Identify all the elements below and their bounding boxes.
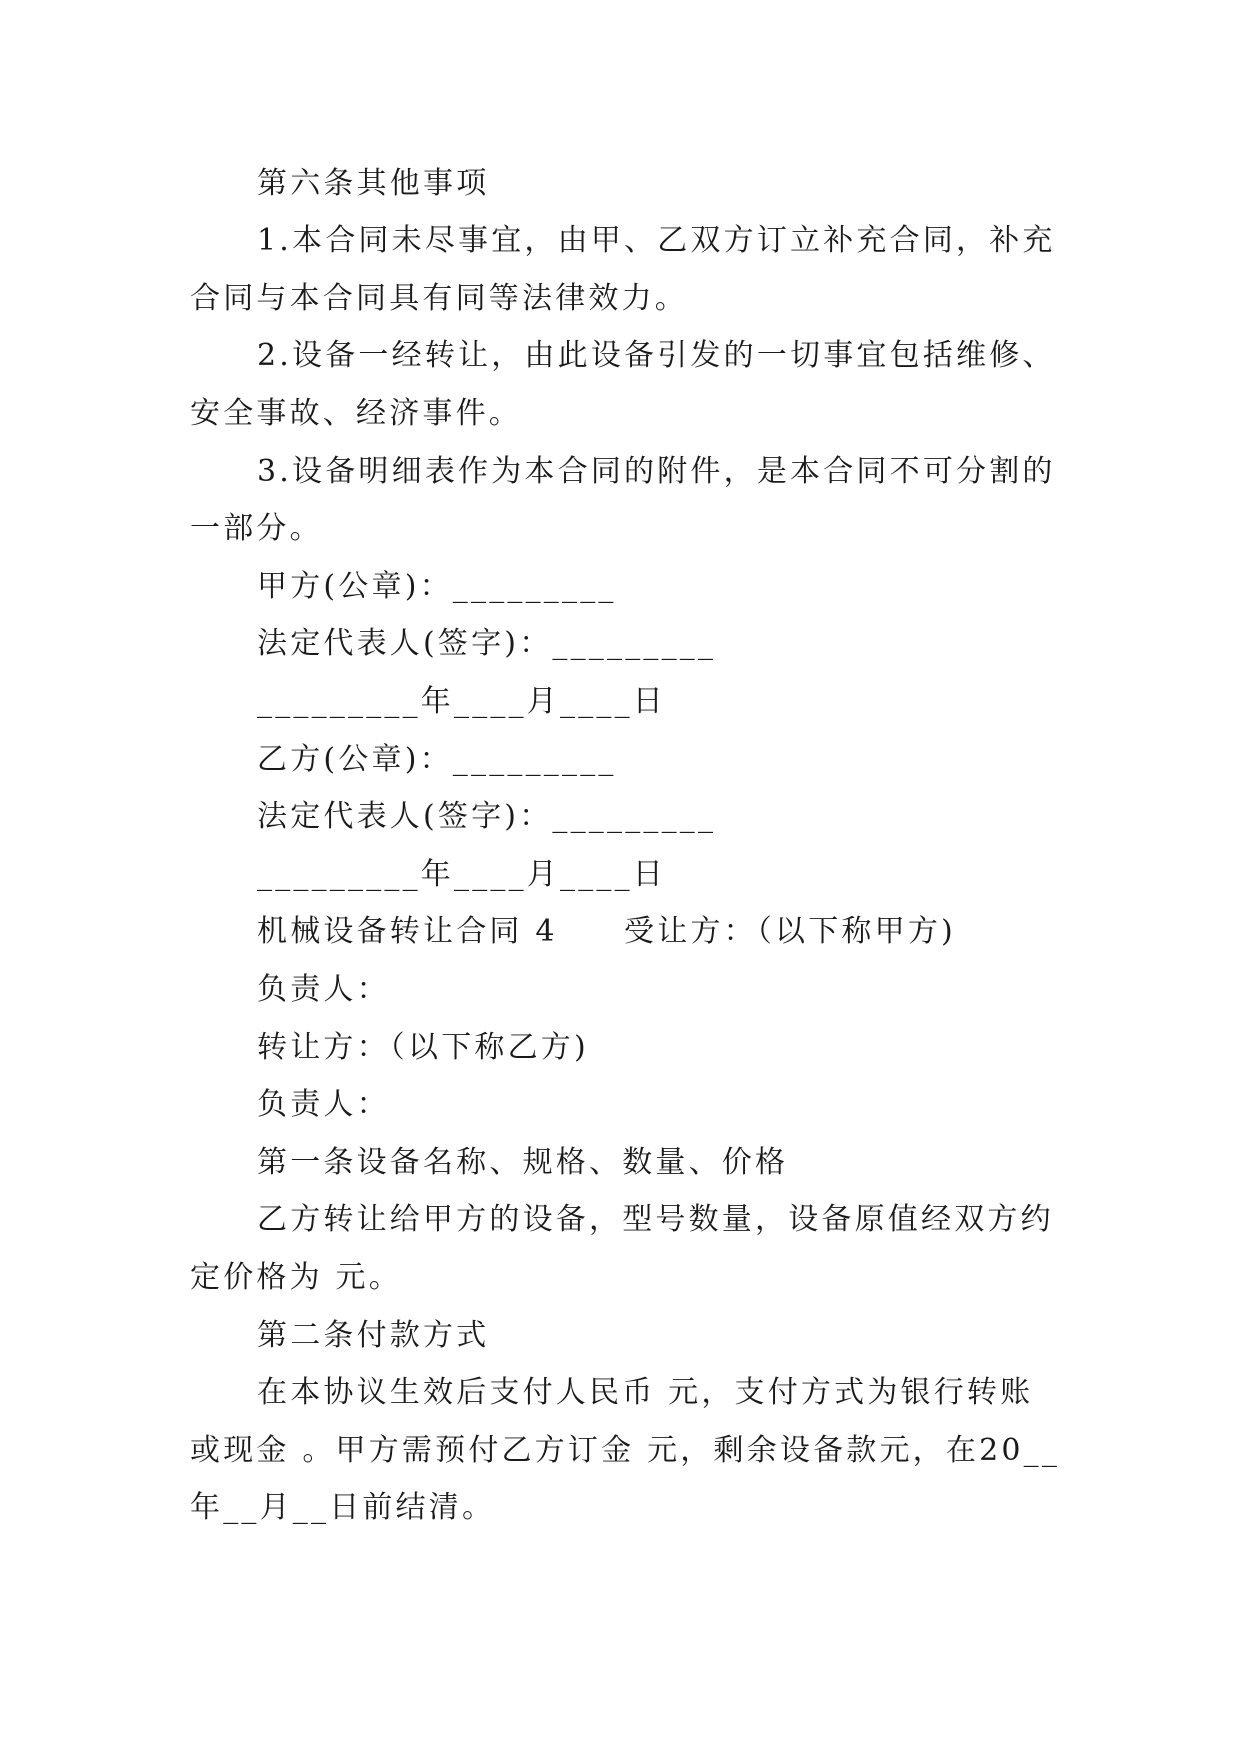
paragraph-line: 乙方转让给甲方的设备，型号数量，设备原值经双方约	[257, 1202, 1054, 1237]
paragraph-line: 2.设备一经转让，由此设备引发的一切事宜包括维修、	[257, 338, 1056, 373]
party-a-date-line: _________年____月____日	[257, 684, 666, 719]
paragraph-line: 1.本合同未尽事宜，由甲、乙双方订立补充合同，补充	[257, 223, 1056, 258]
paragraph-line: 安全事故、经济事件。	[190, 396, 522, 431]
party-b-signature-line: 法定代表人(签字)：_________	[257, 799, 717, 834]
paragraph-line: 一部分。	[190, 511, 323, 546]
party-b-seal-line: 乙方(公章)：_________	[257, 742, 617, 777]
section-heading-article-2: 第二条付款方式	[257, 1318, 490, 1353]
party-b-date-line: _________年____月____日	[257, 857, 666, 892]
paragraph-line: 合同与本合同具有同等法律效力。	[190, 281, 688, 316]
party-a-person-in-charge: 负责人：	[257, 972, 390, 1007]
transferor-line: 转让方：（以下称乙方)	[257, 1030, 589, 1065]
party-a-seal-line: 甲方(公章)：_________	[257, 569, 617, 604]
paragraph-line: 3.设备明细表作为本合同的附件，是本合同不可分割的	[257, 454, 1056, 489]
paragraph-line: 在本协议生效后支付人民币 元，支付方式为银行转账	[257, 1375, 1034, 1410]
contract-title-line: 机械设备转让合同 4 受让方：（以下称甲方)	[257, 914, 956, 949]
section-heading-article-6: 第六条其他事项	[257, 166, 490, 201]
paragraph-line: 或现金 。甲方需预付乙方订金 元，剩余设备款元，在20__	[190, 1433, 1061, 1468]
paragraph-line: 年__月__日前结清。	[190, 1490, 496, 1525]
party-a-signature-line: 法定代表人(签字)：_________	[257, 626, 717, 661]
party-b-person-in-charge: 负责人：	[257, 1087, 390, 1122]
paragraph-line: 定价格为 元。	[190, 1260, 402, 1295]
section-heading-article-1: 第一条设备名称、规格、数量、价格	[257, 1145, 789, 1180]
